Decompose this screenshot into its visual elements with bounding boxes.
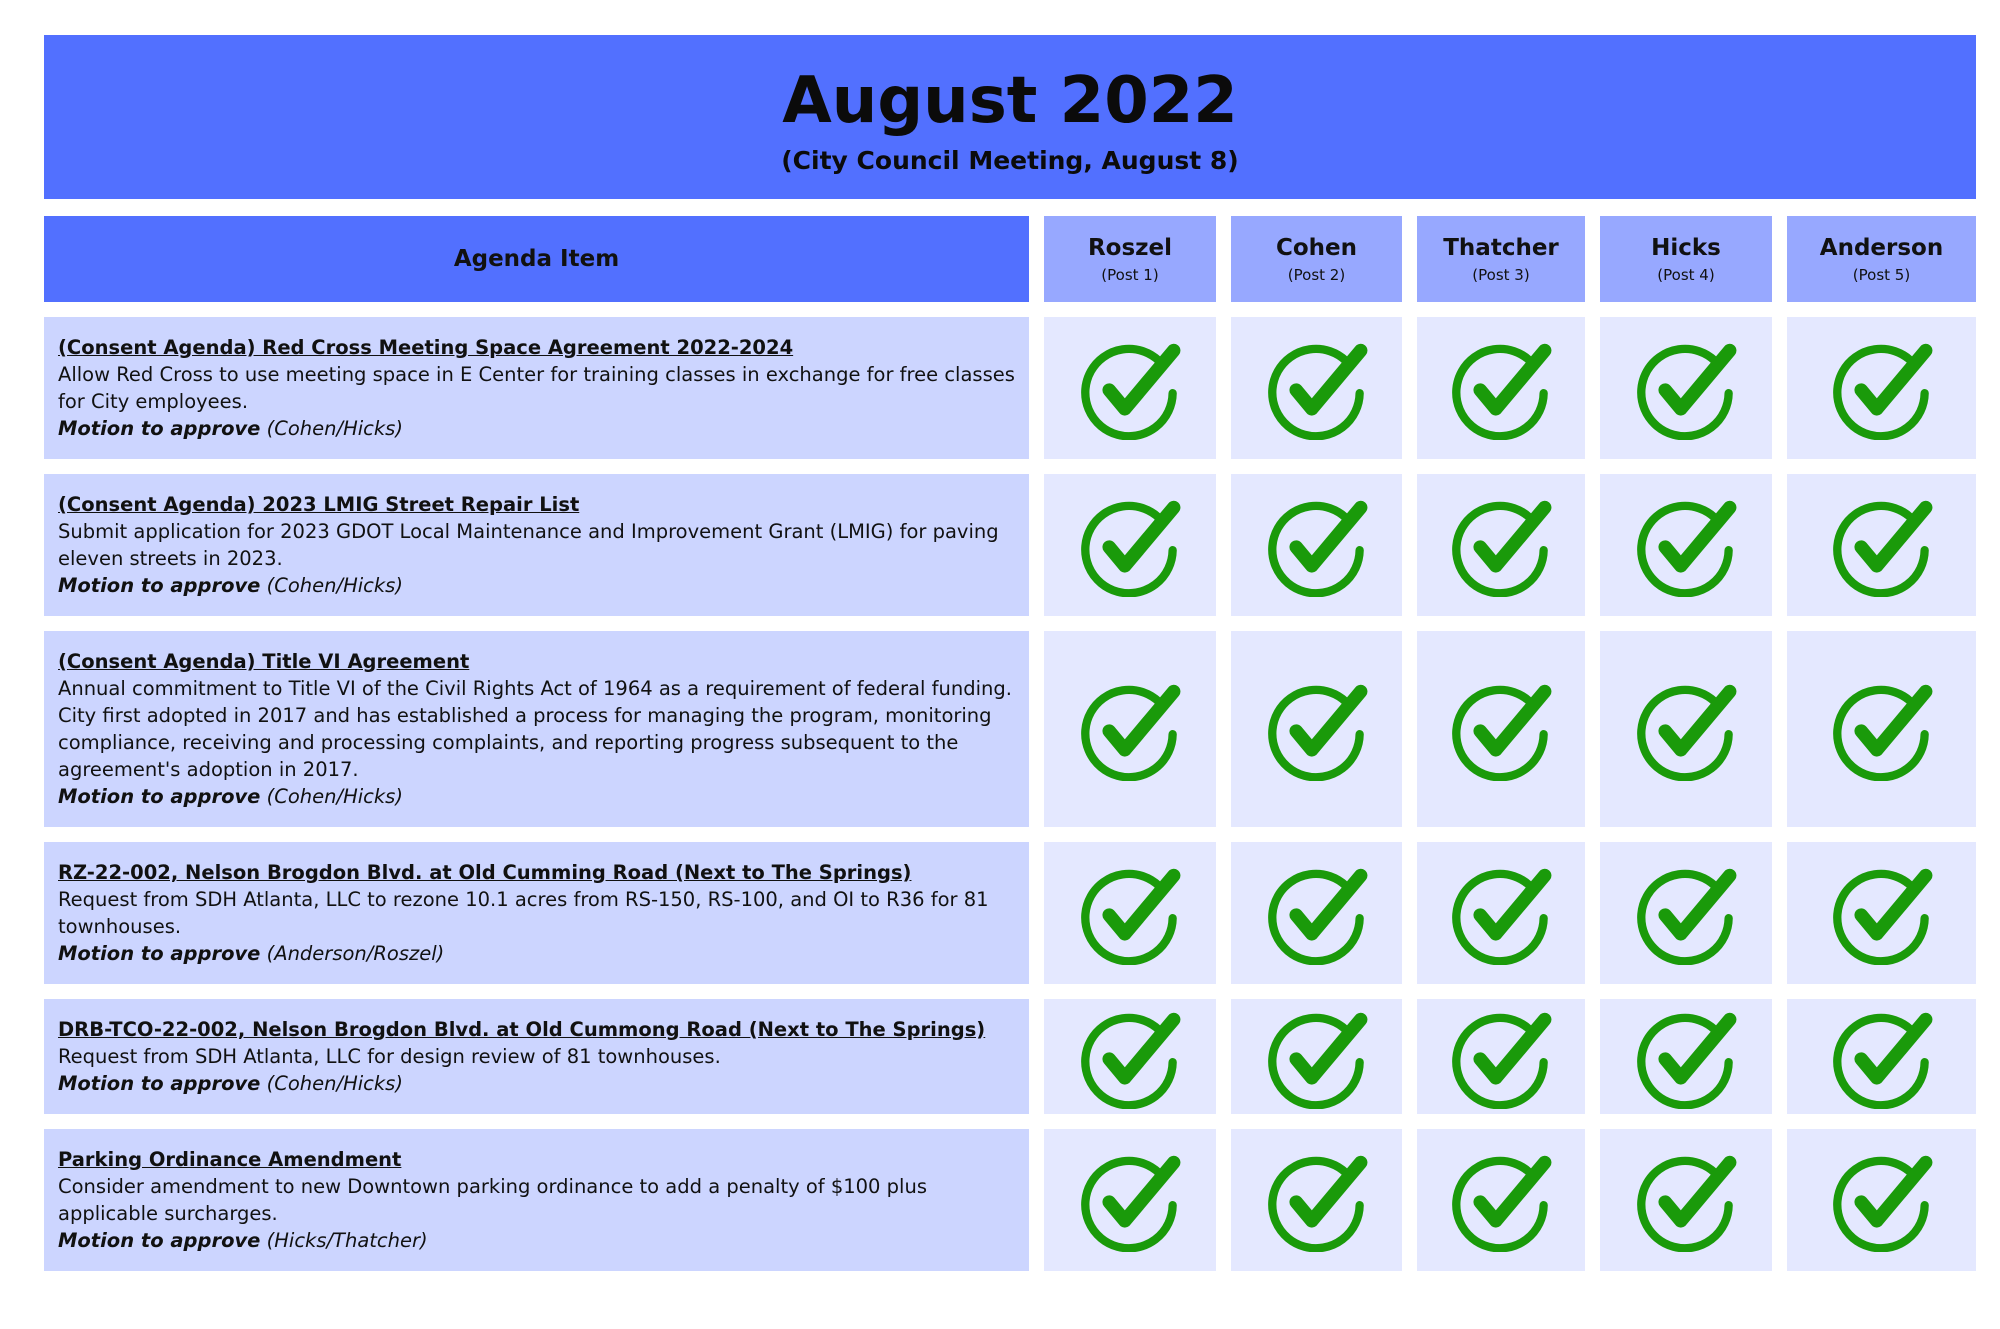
vote-cell-thatcher [1417,631,1585,827]
check-circle-icon [1265,336,1369,440]
check-circle-icon [1265,493,1369,597]
check-circle-icon [1078,336,1182,440]
vote-cell-roszel [1044,631,1216,827]
vote-cell-roszel [1044,474,1216,616]
motion-by: (Hicks/Thatcher) [266,1229,428,1252]
agenda-item-title: Parking Ordinance Amendment [58,1148,402,1171]
check-circle-icon [1078,493,1182,597]
agenda-item-title: (Consent Agenda) Title VI Agreement [58,650,470,673]
member-name: Cohen [1275,235,1358,261]
agenda-item-motion [58,415,1015,442]
vote-cell-hicks [1600,999,1772,1114]
member-header-hicks [1600,216,1772,302]
agenda-item-motion [58,1227,1015,1254]
motion-label: Motion to approve [58,1072,261,1095]
agenda-item-title: (Consent Agenda) 2023 LMIG Street Repair List [58,493,580,516]
page-subtitle: (City Council Meeting, August 8) [781,146,1239,175]
check-circle-icon [1449,1005,1553,1109]
check-circle-icon [1449,861,1553,965]
vote-cell-hicks [1600,842,1772,984]
check-circle-icon [1634,336,1738,440]
agenda-item-description: Annual commitment to Title VI of the Civil Rights Act of 1964 as a requirement of federal funding. City first adopted in 2017 and has established a process for managing the program, monitoring compliance, receiving and processing complaints, and reporting progress subsequent to the agreement's adoption in 2017. [58,677,1012,781]
agenda-item-motion [58,1070,1015,1097]
check-circle-icon [1265,677,1369,781]
agenda-item [44,317,1029,459]
agenda-item-header: Agenda Item [44,216,1029,302]
vote-cell-thatcher [1417,474,1585,616]
check-circle-icon [1830,493,1934,597]
agenda-item-motion [58,572,1015,599]
member-header-thatcher [1417,216,1585,302]
check-circle-icon [1634,493,1738,597]
vote-cell-cohen [1231,631,1402,827]
motion-by: (Anderson/Roszel) [266,942,445,965]
vote-cell-thatcher [1417,1129,1585,1271]
agenda-item-motion [58,783,1015,810]
motion-label: Motion to approve [58,1229,261,1252]
check-circle-icon [1634,1005,1738,1109]
vote-cell-cohen [1231,317,1402,459]
motion-label: Motion to approve [58,574,261,597]
check-circle-icon [1078,1005,1182,1109]
check-circle-icon [1265,861,1369,965]
vote-cell-thatcher [1417,999,1585,1114]
check-circle-icon [1830,677,1934,781]
check-circle-icon [1830,861,1934,965]
vote-cell-cohen [1231,842,1402,984]
vote-cell-roszel [1044,842,1216,984]
agenda-item [44,1129,1029,1271]
vote-cell-hicks [1600,317,1772,459]
page-title: August 2022 [782,64,1238,138]
member-header-cohen [1231,216,1402,302]
agenda-item-title: RZ-22-002, Nelson Brogdon Blvd. at Old Cumming Road (Next to The Springs) [58,861,912,884]
check-circle-icon [1449,1148,1553,1252]
member-name: Anderson [1819,235,1944,261]
check-circle-icon [1634,677,1738,781]
vote-cell-thatcher [1417,317,1585,459]
vote-cell-hicks [1600,474,1772,616]
member-name: Hicks [1651,235,1721,261]
vote-cell-anderson [1787,1129,1976,1271]
check-circle-icon [1634,1148,1738,1252]
member-post: (Post 4) [1657,266,1715,284]
member-header-anderson [1787,216,1976,302]
vote-cell-anderson [1787,999,1976,1114]
agenda-item-title: (Consent Agenda) Red Cross Meeting Space Agreement 2022-2024 [58,336,794,359]
check-circle-icon [1265,1005,1369,1109]
vote-cell-hicks [1600,1129,1772,1271]
check-circle-icon [1078,861,1182,965]
motion-by: (Cohen/Hicks) [266,1072,403,1095]
motion-label: Motion to approve [58,785,261,808]
agenda-item-title: DRB-TCO-22-002, Nelson Brogdon Blvd. at Old Cummong Road (Next to The Springs) [58,1018,986,1041]
vote-cell-hicks [1600,631,1772,827]
agenda-item-description: Request from SDH Atlanta, LLC for design review of 81 townhouses. [58,1045,721,1068]
agenda-item-motion [58,940,1015,967]
check-circle-icon [1830,1005,1934,1109]
vote-cell-cohen [1231,474,1402,616]
check-circle-icon [1830,1148,1934,1252]
agenda-item-description: Allow Red Cross to use meeting space in E Center for training classes in exchange for free classes for City employees. [58,363,1015,413]
vote-cell-thatcher [1417,842,1585,984]
member-name: Thatcher [1443,235,1559,261]
vote-cell-cohen [1231,999,1402,1114]
member-post: (Post 5) [1852,266,1911,284]
title-banner [44,35,1976,199]
agenda-item [44,474,1029,616]
check-circle-icon [1830,336,1934,440]
agenda-item-description: Consider amendment to new Downtown parking ordinance to add a penalty of $100 plus applicable surcharges. [58,1175,927,1225]
motion-by: (Cohen/Hicks) [266,574,403,597]
agenda-item-description: Submit application for 2023 GDOT Local Maintenance and Improvement Grant (LMIG) for paving eleven streets in 2023. [58,520,999,570]
check-circle-icon [1078,677,1182,781]
agenda-item-description: Request from SDH Atlanta, LLC to rezone 10.1 acres from RS-150, RS-100, and OI to R36 for 81 townhouses. [58,888,989,938]
check-circle-icon [1078,1148,1182,1252]
member-name: Roszel [1087,235,1173,261]
check-circle-icon [1634,861,1738,965]
vote-cell-anderson [1787,317,1976,459]
vote-cell-cohen [1231,1129,1402,1271]
agenda-item [44,631,1029,827]
agenda-item [44,842,1029,984]
member-post: (Post 3) [1472,266,1530,284]
vote-cell-roszel [1044,999,1216,1114]
motion-by: (Cohen/Hicks) [266,417,403,440]
check-circle-icon [1265,1148,1369,1252]
motion-label: Motion to approve [58,417,261,440]
check-circle-icon [1449,493,1553,597]
member-header-roszel [1044,216,1216,302]
vote-cell-anderson [1787,474,1976,616]
agenda-item [44,999,1029,1114]
vote-cell-anderson [1787,631,1976,827]
vote-cell-anderson [1787,842,1976,984]
motion-by: (Cohen/Hicks) [266,785,403,808]
vote-cell-roszel [1044,1129,1216,1271]
check-circle-icon [1449,677,1553,781]
check-circle-icon [1449,336,1553,440]
member-post: (Post 1) [1101,266,1159,284]
vote-cell-roszel [1044,317,1216,459]
member-post: (Post 2) [1287,266,1346,284]
motion-label: Motion to approve [58,942,261,965]
